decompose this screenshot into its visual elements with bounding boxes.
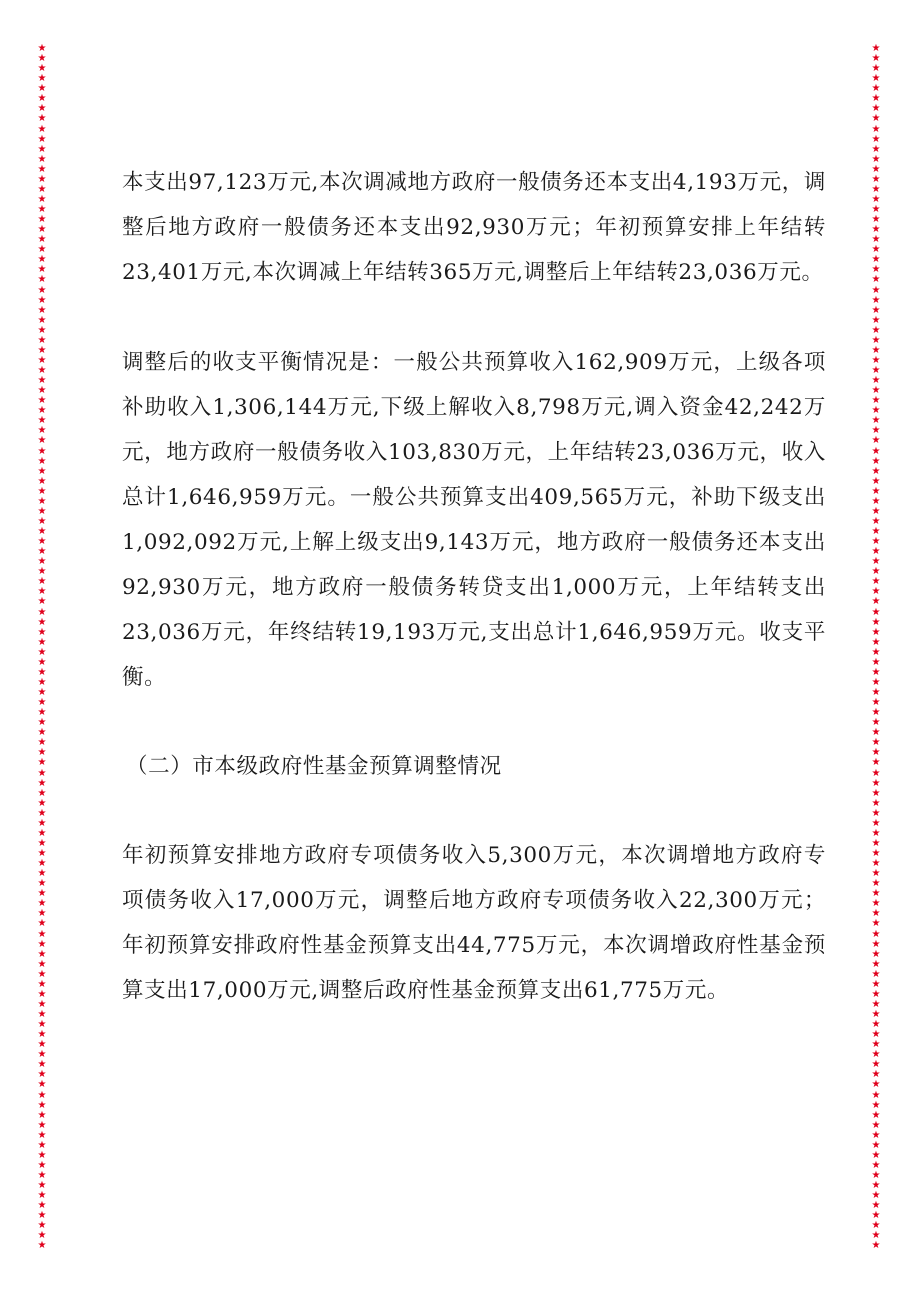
- paragraph-fund-budget: 年初预算安排地方政府专项债务收入5,300万元，本次调增地方政府专项债务收入17,000万元，调整后地方政府专项债务收入22,300万元；年初预算安排政府性基金预算支出44,775万元，本次调增政府性基金预算支出17,000万元,调整后政府性基金预算支出61,775万元。: [122, 843, 826, 1003]
- left-star-border: ★ ★ ★ ★ ★ ★ ★ ★ ★ ★ ★ ★ ★ ★ ★ ★ ★ ★ ★ ★ ★ ★ ★ ★ ★ ★ ★ ★ ★ ★ ★ ★ ★ ★ ★ ★ ★ ★ ★ ★ ★ ★ ★ ★ ★ ★ ★ ★ ★ ★ ★ ★ ★ ★ ★ ★ ★ ★ ★ ★ ★ ★ ★ ★ ★ ★ ★ ★ ★ ★ ★ ★ ★ ★ ★ ★ ★ ★ ★ ★ ★ ★ ★ ★ ★ ★ ★ ★ ★ ★ ★ ★ ★ ★ ★ ★ ★ ★ ★ ★ ★ ★ ★ ★ ★ ★ ★ ★ ★ ★ ★ ★ ★ ★ ★ ★ ★ ★ ★ ★: [37, 44, 47, 1252]
- paragraph-balance-summary: 调整后的收支平衡情况是：一般公共预算收入162,909万元，上级各项补助收入1,306,144万元,下级上解收入8,798万元,调入资金42,242万元，地方政府一般债务收入103,830万元，上年结转23,036万元，收入总计1,646,959万元。一般公共预算支出409,565万元，补助下级支出1,092,092万元,上解上级支出9,143万元，地方政府一般债务还本支出92,930万元，地方政府一般债务转贷支出1,000万元，上年结转支出23,036万元，年终结转19,193万元,支出总计1,646,959万元。收支平衡。: [122, 350, 826, 690]
- section-heading-fund-budget: （二）市本级政府性基金预算调整情况: [126, 754, 502, 779]
- document-body: [122, 160, 826, 1013]
- right-star-border: ★ ★ ★ ★ ★ ★ ★ ★ ★ ★ ★ ★ ★ ★ ★ ★ ★ ★ ★ ★ ★ ★ ★ ★ ★ ★ ★ ★ ★ ★ ★ ★ ★ ★ ★ ★ ★ ★ ★ ★ ★ ★ ★ ★ ★ ★ ★ ★ ★ ★ ★ ★ ★ ★ ★ ★ ★ ★ ★ ★ ★ ★ ★ ★ ★ ★ ★ ★ ★ ★ ★ ★ ★ ★ ★ ★ ★ ★ ★ ★ ★ ★ ★ ★ ★ ★ ★ ★ ★ ★ ★ ★ ★ ★ ★ ★ ★ ★ ★ ★ ★ ★ ★ ★ ★ ★ ★ ★ ★ ★ ★ ★ ★ ★ ★ ★ ★ ★ ★ ★: [871, 44, 881, 1252]
- paragraph-expenditure-carryover: 本支出97,123万元,本次调减地方政府一般债务还本支出4,193万元，调整后地方政府一般债务还本支出92,930万元；年初预算安排上年结转23,401万元,本次调减上年结转365万元,调整后上年结转23,036万元。: [122, 170, 826, 285]
